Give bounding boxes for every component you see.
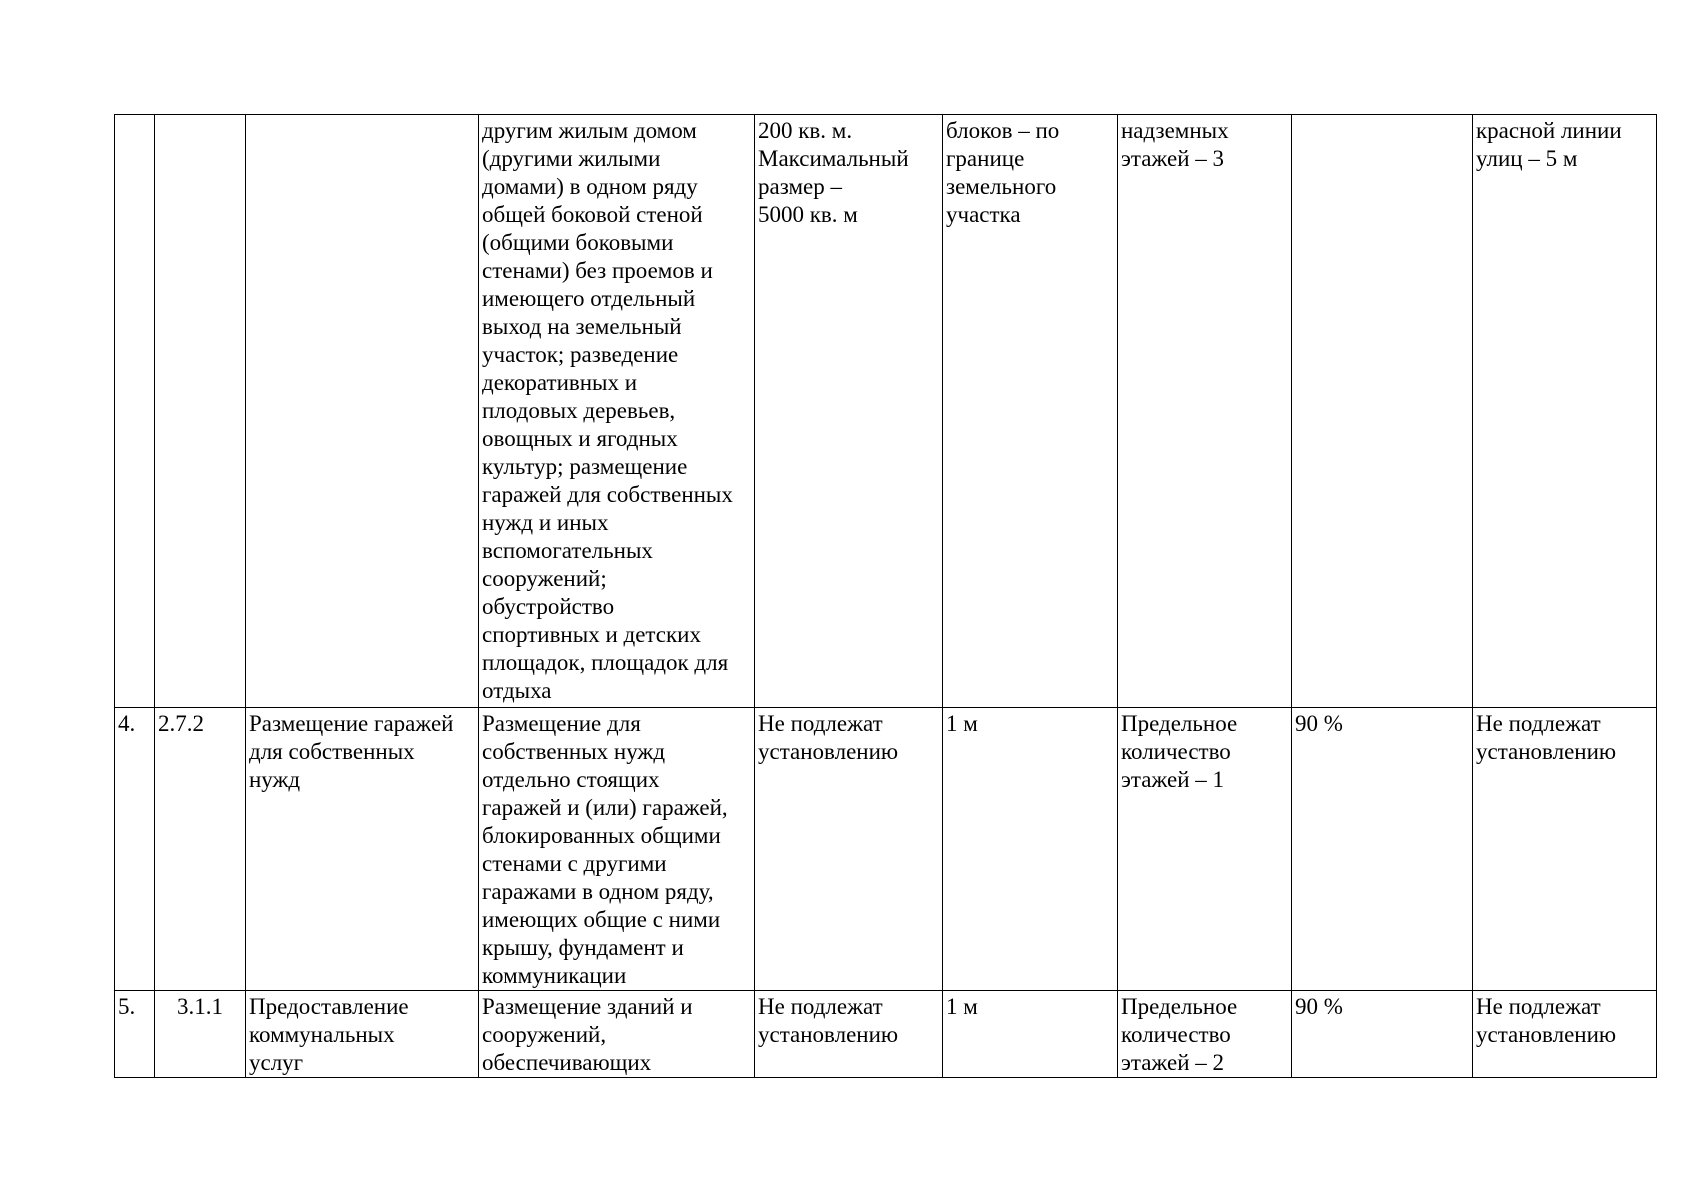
table-row [115,708,1657,991]
cell-floors: Предельное количество этажей – 1 [1118,708,1292,991]
cell-setback: блоков – по границе земельного участка [943,115,1118,708]
cell-code: 2.7.2 [155,708,246,991]
cell-number: 5. [115,991,155,1078]
cell-description: Размещение зданий и сооружений, обеспечивающих [479,991,755,1078]
cell-number [115,115,155,708]
cell-floors: надземных этажей – 3 [1118,115,1292,708]
cell-code: 3.1.1 [155,991,246,1078]
cell-plot-size: Не подлежат установлению [755,708,943,991]
cell-other: красной линии улиц – 5 м [1473,115,1657,708]
cell-other: Не подлежат установлению [1473,708,1657,991]
cell-name: Размещение гаражей для собственных нужд [246,708,479,991]
cell-plot-size: Не подлежат установлению [755,991,943,1078]
cell-number: 4. [115,708,155,991]
table-row [115,991,1657,1078]
cell-floors: Предельное количество этажей – 2 [1118,991,1292,1078]
cell-name: Предоставление коммунальных услуг [246,991,479,1078]
cell-coverage [1292,115,1473,708]
cell-setback: 1 м [943,991,1118,1078]
cell-coverage: 90 % [1292,708,1473,991]
cell-description: Размещение для собственных нужд отдельно стоящих гаражей и (или) гаражей, блокированных общими стенами с другими гаражами в одном ряду, имеющих общие с ними крышу, фундамент и коммуникации [479,708,755,991]
cell-code [155,115,246,708]
zoning-regulations-table [114,114,1657,1078]
cell-name [246,115,479,708]
cell-setback: 1 м [943,708,1118,991]
cell-description: другим жилым домом (другими жилыми домами) в одном ряду общей боковой стеной (общими боковыми стенами) без проемов и имеющего отдельный выход на земельный участок; разведение декоративных и плодовых деревьев, овощных и ягодных культур; размещение гаражей для собственных нужд и иных вспомогательных сооружений; обустройство спортивных и детских площадок, площадок для отдыха [479,115,755,708]
cell-other: Не подлежат установлению [1473,991,1657,1078]
cell-coverage: 90 % [1292,991,1473,1078]
table-row [115,115,1657,708]
cell-plot-size: 200 кв. м. Максимальный размер – 5000 кв. м [755,115,943,708]
